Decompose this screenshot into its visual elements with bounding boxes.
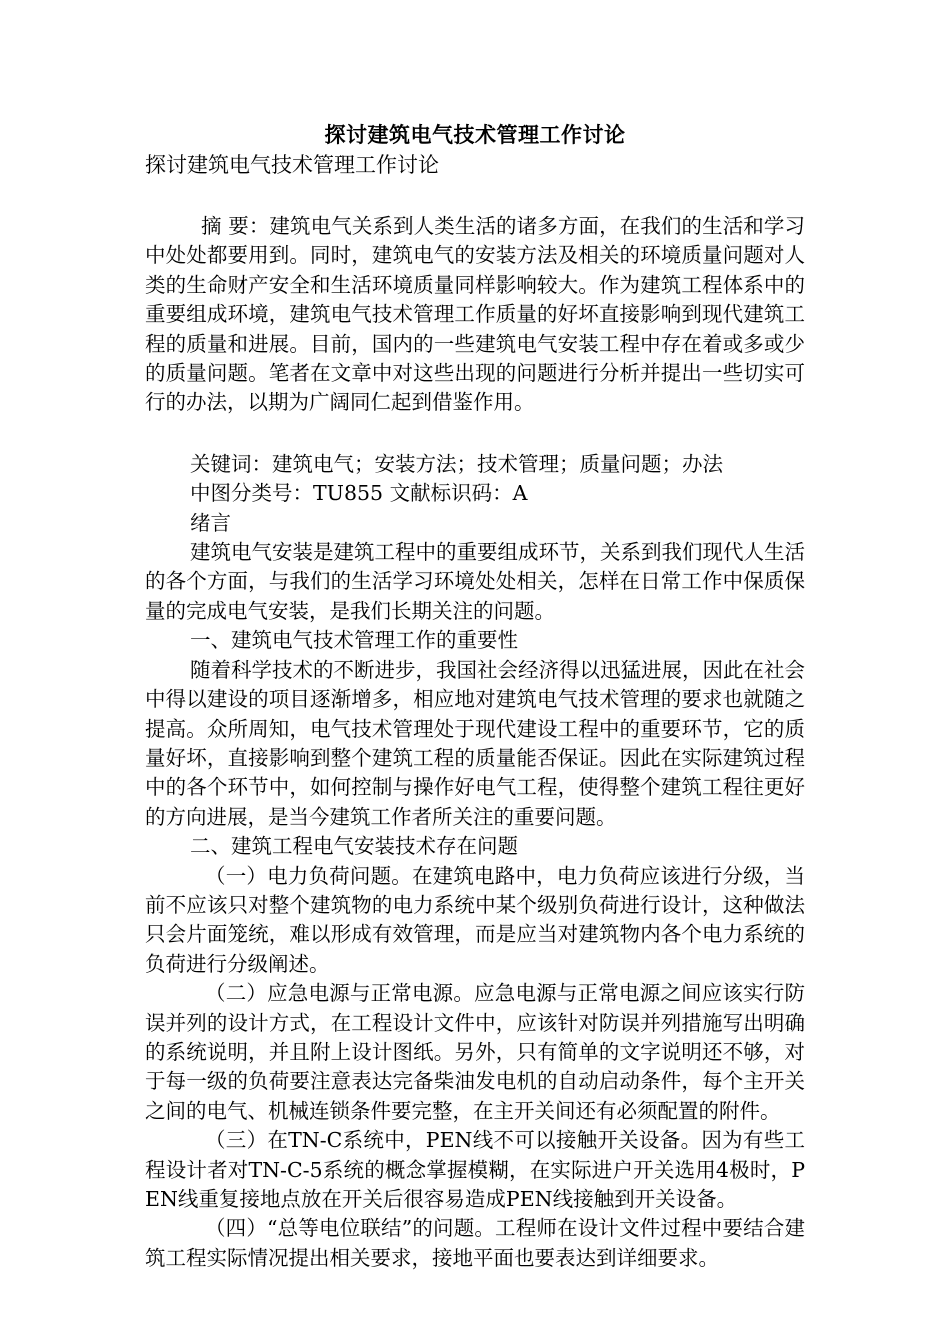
classification-line: 中图分类号：TU855 文献标识码：A	[190, 481, 528, 506]
document-title: 探讨建筑电气技术管理工作讨论	[324, 122, 626, 147]
intro-paragraph: 建筑电气安装是建筑工程中的重要组成环节，关系到我们现代人生活的各个方面，与我们的生活学习环境处处相关，怎样在日常工作中保质保量的完成电气安装，是我们长期关注的问题。	[145, 540, 805, 623]
section2-item-4: （四）“总等电位联结”的问题。工程师在设计文件过程中要结合建筑工程实际情况提出相关要求，接地平面也要表达到详细要求。	[145, 1216, 805, 1270]
section2-item-2: （二）应急电源与正常电源。应急电源与正常电源之间应该实行防误并列的设计方式，在工程设计文件中，应该针对防误并列措施写出明确的系统说明，并且附上设计图纸。另外，只有简单的文字说明还不够，对于每一级的负荷要注意表达完备柴油发电机的自动启动条件，每个主开关之间的电气、机械连锁条件要完整，在主开关间还有必须配置的附件。	[145, 981, 805, 1123]
section1-paragraph: 随着科学技术的不断进步，我国社会经济得以迅猛进展，因此在社会中得以建设的项目逐渐增多，相应地对建筑电气技术管理的要求也就随之提高。众所周知，电气技术管理处于现代建设工程中的重要环节，它的质量好坏，直接影响到整个建筑工程的质量能否保证。因此在实际建筑过程中的各个环节中，如何控制与操作好电气工程，使得整个建筑工程往更好的方向进展，是当今建筑工作者所关注的重要问题。	[145, 657, 805, 829]
abstract-paragraph: 摘 要：建筑电气关系到人类生活的诸多方面，在我们的生活和学习中处处都要用到。同时，建筑电气的安装方法及相关的环境质量问题对人类的生命财产安全和生活环境质量同样影响较大。作为建筑工程体系中的重要组成环境，建筑电气技术管理工作质量的好坏直接影响到现代建筑工程的质量和进展。目前，国内的一些建筑电气安装工程中存在着或多或少的质量问题。笔者在文章中对这些出现的问题进行分析并提出一些切实可行的办法，以期为广阔同仁起到借鉴作用。	[145, 214, 805, 415]
intro-heading: 绪言	[190, 510, 231, 535]
section2-heading: 二、建筑工程电气安装技术存在问题	[190, 834, 518, 859]
section1-heading: 一、建筑电气技术管理工作的重要性	[190, 628, 518, 653]
keywords-line: 关键词：建筑电气；安装方法；技术管理；质量问题；办法	[190, 451, 723, 476]
section2-item-1: （一）电力负荷问题。在建筑电路中，电力负荷应该进行分级，当前不应该只对整个建筑物的电力系统中某个级别负荷进行设计，这种做法只会片面笼统，难以形成有效管理，而是应当对建筑物内各个电力系统的负荷进行分级阐述。	[145, 863, 805, 976]
section2-item-3: （三）在TN-C系统中，PEN线不可以接触开关设备。因为有些工程设计者对TN-C-5系统的概念掌握模糊，在实际进户开关选用4极时，PEN线重复接地点放在开关后很容易造成PEN线接触到开关设备。	[145, 1128, 805, 1211]
document-page	[145, 120, 805, 1273]
document-subtitle: 探讨建筑电气技术管理工作讨论	[145, 153, 439, 177]
